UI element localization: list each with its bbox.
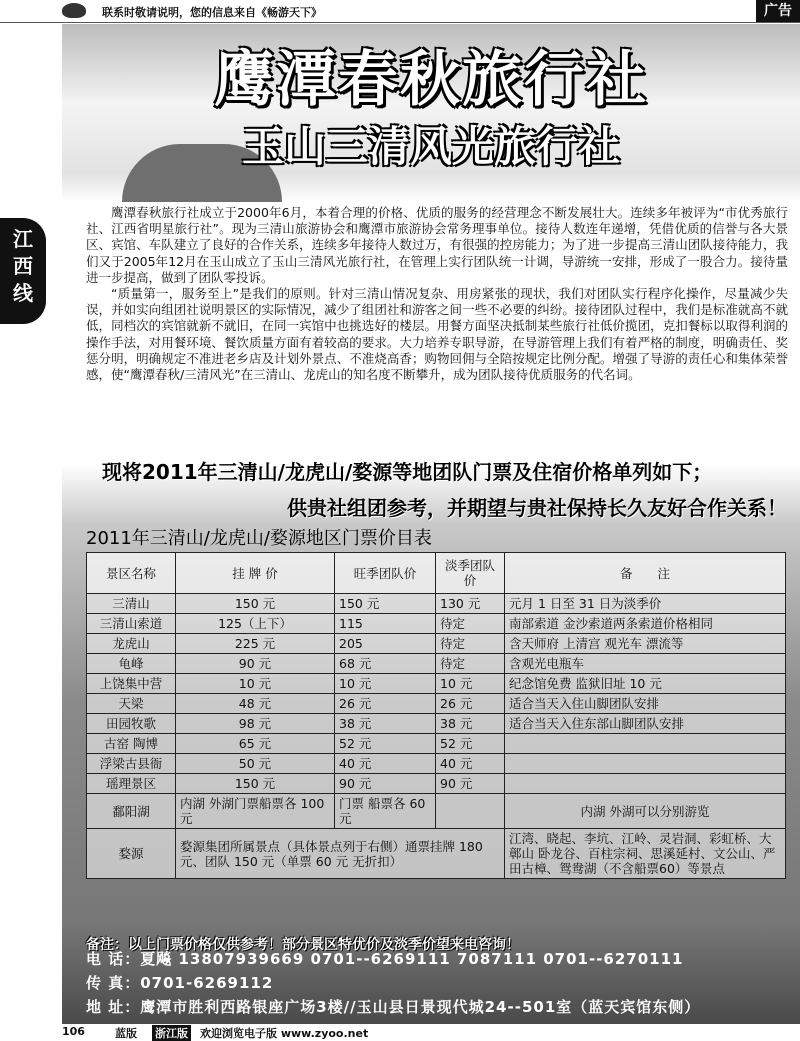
- intro-text: [86, 205, 788, 383]
- cell-wuyuan-detail: 婺源集团所属景点（具体景点列于右侧）通票挂牌 180元、团队 150 元（单票 60 元 无折扣）: [176, 829, 505, 879]
- cell-scenic: 上饶集中营: [87, 674, 176, 694]
- cell-scenic: 鄱阳湖: [87, 794, 176, 829]
- table-row: [87, 714, 786, 734]
- contact-phone: 电 话：夏飚 13807939669 0701--6269111 7087111 0701--6270111: [86, 950, 684, 968]
- cell-off-price: 40 元: [436, 754, 505, 774]
- cell-note: 内湖 外湖可以分别游览: [505, 794, 786, 829]
- cell-scenic: 浮梁古县衙: [87, 754, 176, 774]
- cell-note: [505, 774, 786, 794]
- cell-note: 纪念馆免费 监狱旧址 10 元: [505, 674, 786, 694]
- cell-note: 元月 1 日至 31 日为淡季价: [505, 594, 786, 614]
- contact-address: 地 址：鹰潭市胜利西路银座广场3楼//玉山县日景现代城24--501室（蓝天宾馆东侧）: [86, 998, 701, 1016]
- cell-off-price: 待定: [436, 654, 505, 674]
- website-link[interactable]: 欢迎浏览电子版 www.zyoo.net: [200, 1027, 369, 1040]
- contact-fax: 传 真：0701-6269112: [86, 974, 274, 992]
- cell-list-price: 内湖 外湖门票船票各 100元: [176, 794, 335, 829]
- cell-list-price: 48 元: [176, 694, 335, 714]
- cell-list-price: 125（上下）: [176, 614, 335, 634]
- cell-peak-price: 90 元: [335, 774, 436, 794]
- cell-list-price: 98 元: [176, 714, 335, 734]
- col-header: 挂 牌 价: [176, 553, 335, 594]
- page-footer: [0, 1024, 800, 1040]
- cell-list-price: 65 元: [176, 734, 335, 754]
- table-row: [87, 794, 786, 829]
- col-header: 景区名称: [87, 553, 176, 594]
- cell-note: 含观光电瓶车: [505, 654, 786, 674]
- edition-tag: 蓝版: [115, 1027, 137, 1040]
- price-footnote: 备注：以上门票价格仅供参考！部分景区特优价及淡季价望来电咨询！: [86, 937, 520, 953]
- price-table-title: 2011年三清山/龙虎山/婺源地区门票价目表: [86, 528, 432, 549]
- cell-scenic: 天梁: [87, 694, 176, 714]
- cell-list-price: 10 元: [176, 674, 335, 694]
- source-notice: 联系时敬请说明，您的信息来自《畅游天下》: [102, 6, 322, 19]
- top-bar: [0, 0, 800, 23]
- col-header: 备 注: [505, 553, 786, 594]
- cell-scenic: 三清山: [87, 594, 176, 614]
- table-row: [87, 754, 786, 774]
- page-number: 106: [62, 1025, 85, 1038]
- cell-peak-price: 40 元: [335, 754, 436, 774]
- table-row: [87, 774, 786, 794]
- cell-off-price: 130 元: [436, 594, 505, 614]
- cell-peak-price: 26 元: [335, 694, 436, 714]
- table-row: [87, 674, 786, 694]
- table-row: [87, 634, 786, 654]
- cell-off-price: [436, 794, 505, 829]
- cell-off-price: 38 元: [436, 714, 505, 734]
- cell-peak-price: 150 元: [335, 594, 436, 614]
- cell-peak-price: 115: [335, 614, 436, 634]
- agency-title: 鹰潭春秋旅行社: [214, 45, 648, 115]
- cell-off-price: 52 元: [436, 734, 505, 754]
- ad-label: 广告: [756, 0, 800, 22]
- cell-off-price: 待定: [436, 634, 505, 654]
- advert-panel: [62, 24, 800, 1024]
- cell-note: 适合当天入住东部山脚团队安排: [505, 714, 786, 734]
- cell-note: [505, 734, 786, 754]
- intro-paragraph: “质量第一，服务至上”是我们的原则。针对三清山情况复杂、用房紧张的现状，我们对团队实行程序化操作，尽量减少失误，并如实向组团社说明景区的实际情况，减少了组团社和游客之间一些不必要的纠纷。接待团队过程中，我们是标准就高不就低，同档次的宾馆就新不就旧，在同一宾馆中也挑选好的楼层。用餐方面坚决抵制某些旅行社低价揽团，克扣餐标以取得利润的操作手法，对用餐环境、餐饮质量方面有着较高的要求。大力培养专职导游，在导游管理上我们有着严格的制度，明确责任、奖惩分明，明确规定不准进老乡店及计划外景点、不准烧高香；购物回佣与全陪按规定比例分配。增强了导游的责任心和集体荣誉感，使“鹰潭春秋/三清风光”在三清山、龙虎山的知名度不断攀升，成为团队接待优质服务的代名词。: [86, 286, 788, 383]
- cell-peak-price: 门票 船票各 60元: [335, 794, 436, 829]
- cell-peak-price: 68 元: [335, 654, 436, 674]
- cell-list-price: 150 元: [176, 594, 335, 614]
- region-label: 江西线: [13, 227, 33, 305]
- table-row: [87, 614, 786, 634]
- cell-note: 江湾、晓起、李坑、江岭、灵岩洞、彩虹桥、大鄣山 卧龙谷、百柱宗祠、思溪延村、文公山、严田古樟、鸳鸯湖（不含船票60）等景点: [505, 829, 786, 879]
- cell-off-price: 10 元: [436, 674, 505, 694]
- cell-scenic: 瑶理景区: [87, 774, 176, 794]
- cell-scenic: 古窑 陶博: [87, 734, 176, 754]
- cell-scenic: 三清山索道: [87, 614, 176, 634]
- table-row: [87, 734, 786, 754]
- cell-peak-price: 205: [335, 634, 436, 654]
- ticket-price-table: [86, 552, 786, 879]
- edition-tag: 浙江版: [152, 1025, 191, 1041]
- cell-peak-price: 38 元: [335, 714, 436, 734]
- magazine-logo-icon: [62, 3, 86, 18]
- table-row: [87, 594, 786, 614]
- cell-note: 含天师府 上清宫 观光车 漂流等: [505, 634, 786, 654]
- cell-note: 南部索道 金沙索道两条索道价格相同: [505, 614, 786, 634]
- cell-scenic: 龟峰: [87, 654, 176, 674]
- cell-note: 适合当天入住山脚团队安排: [505, 694, 786, 714]
- agency-subtitle: 玉山三清风光旅行社: [241, 122, 620, 171]
- table-row: [87, 694, 786, 714]
- table-header-row: [87, 553, 786, 594]
- region-side-tab: [0, 218, 46, 324]
- promo-line: 现将2011年三清山/龙虎山/婺源等地团队门票及住宿价格单列如下；: [102, 460, 713, 484]
- cell-peak-price: 52 元: [335, 734, 436, 754]
- cell-scenic: 田园牧歌: [87, 714, 176, 734]
- intro-paragraph: 鹰潭春秋旅行社成立于2000年6月，本着合理的价格、优质的服务的经营理念不断发展壮大。连续多年被评为“市优秀旅行社、江西省明星旅行社”。现为三清山旅游协会和鹰潭市旅游协会常务理事单位。接待人数连年递增，凭借优质的信誉与各大景区、宾馆、车队建立了良好的合作关系，连续多年接待人数过万，有很强的控房能力；为了进一步提高三清山团队接待能力，我们又于2005年12月在玉山成立了玉山三清风光旅行社，在管理上实行团队统一计调，导游统一安排，形成了一股合力。接待量进一步提高，做到了团队零投诉。: [86, 205, 788, 285]
- col-header: 旺季团队价: [335, 553, 436, 594]
- cell-off-price: 26 元: [436, 694, 505, 714]
- cell-list-price: 225 元: [176, 634, 335, 654]
- cell-off-price: 90 元: [436, 774, 505, 794]
- promo-line: 供贵社组团参考，并期望与贵社保持长久友好合作关系！: [287, 496, 787, 520]
- cell-list-price: 90 元: [176, 654, 335, 674]
- table-row-wuyuan: [87, 829, 786, 879]
- col-header: 淡季团队价: [436, 553, 505, 594]
- cell-off-price: 待定: [436, 614, 505, 634]
- cell-list-price: 150 元: [176, 774, 335, 794]
- banner: [62, 24, 800, 202]
- cell-scenic: 龙虎山: [87, 634, 176, 654]
- cell-scenic: 婺源: [87, 829, 176, 879]
- cell-peak-price: 10 元: [335, 674, 436, 694]
- cell-note: [505, 754, 786, 774]
- table-row: [87, 654, 786, 674]
- cell-list-price: 50 元: [176, 754, 335, 774]
